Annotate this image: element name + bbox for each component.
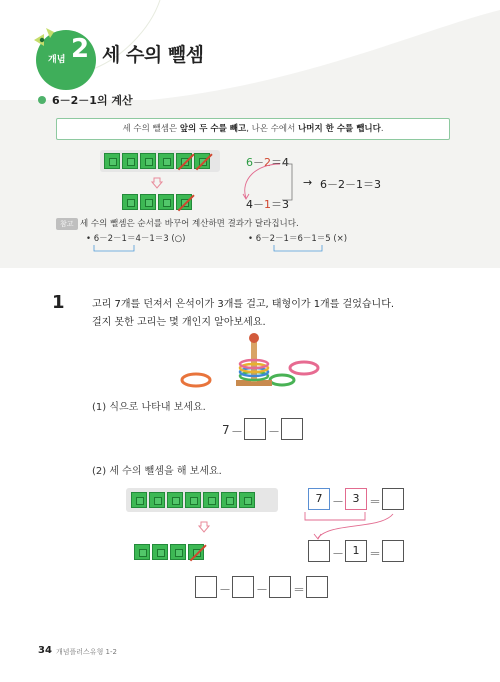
cube: [152, 544, 168, 560]
note-brackets: [0, 0, 500, 268]
cube: [221, 492, 237, 508]
cube: [131, 492, 147, 508]
cube-crossed: [188, 544, 204, 560]
svg-text:개념: 개념: [48, 55, 66, 65]
question-1: (1) 식으로 나타내 보세요.: [92, 402, 206, 413]
step1-op: －: [253, 156, 264, 169]
q1-minus-2: －: [268, 425, 281, 439]
q1-answer-box-2[interactable]: [281, 418, 303, 440]
step2-result: ＝3: [271, 198, 289, 211]
rule-text-suffix: .: [380, 124, 384, 134]
concept-subtitle: 6－2－1의 계산: [52, 94, 133, 107]
down-arrow-icon: [198, 521, 210, 533]
q2-answer-box-1[interactable]: [382, 488, 404, 510]
problem-line-2: 걸지 못한 고리는 몇 개인지 알아보세요.: [92, 317, 266, 328]
note-tag: 참고: [56, 218, 78, 230]
page-number: 34: [38, 645, 52, 656]
q2-minus-3: －: [219, 583, 232, 597]
rule-text-mid: , 나온 수에서: [246, 124, 299, 134]
note-equation-wrong: • 6－2－1＝6－1＝5 (×): [248, 234, 348, 244]
cube-row-q2-top: [131, 492, 255, 508]
q2-summary-box-2[interactable]: [232, 576, 254, 598]
cube: [170, 544, 186, 560]
note-equation-correct: • 6－2－1＝4－1＝3 (○): [86, 234, 186, 244]
page-title: 세 수의 뺄셈: [102, 44, 204, 66]
step1-result: ＝4: [271, 156, 289, 169]
problem-line-1: 고리 7개를 던져서 은석이가 3개를 걸고, 태형이가 1개를 걸었습니다.: [92, 299, 395, 310]
step2-op: －: [253, 198, 264, 211]
q2-box-7: 7: [308, 488, 330, 510]
q2-summary-box-1[interactable]: [195, 576, 217, 598]
cube: [149, 492, 165, 508]
badge-number: 2: [71, 34, 90, 64]
question-2: (2) 세 수의 뺄셈을 해 보세요.: [92, 466, 222, 477]
q2-minus-4: －: [256, 583, 269, 597]
q2-summary-box-3[interactable]: [269, 576, 291, 598]
cube-row-q2-bottom: [134, 544, 204, 560]
step2-a: 4: [246, 198, 253, 211]
cube: [239, 492, 255, 508]
problem-number: 1: [52, 292, 65, 313]
note-text: 세 수의 뺄셈은 순서를 바꾸어 계산하면 결과가 달라집니다.: [80, 219, 299, 229]
q1-minus-1: －: [231, 425, 244, 439]
ring-toss-illustration: [176, 330, 336, 390]
step1-a: 6: [246, 156, 253, 169]
cube: [134, 544, 150, 560]
q2-answer-box-2[interactable]: [308, 540, 330, 562]
implies-arrow: →: [303, 176, 313, 189]
q2-minus-2: －: [332, 547, 345, 561]
q2-minus-1: －: [332, 495, 345, 509]
q2-equals-3: ＝: [293, 583, 306, 597]
q2-box-1: 1: [345, 540, 367, 562]
q2-answer-box-3[interactable]: [382, 540, 404, 562]
q1-answer-box-1[interactable]: [244, 418, 266, 440]
book-title: 개념플러스유형 1-2: [56, 648, 117, 656]
q2-summary-box-4[interactable]: [306, 576, 328, 598]
q2-equals-2: ＝: [369, 547, 382, 561]
q2-box-3: 3: [345, 488, 367, 510]
cube: [203, 492, 219, 508]
q1-number: 7: [222, 423, 230, 437]
q2-connector: [300, 508, 410, 544]
cube: [167, 492, 183, 508]
concept-result: 6－2－1＝3: [320, 178, 381, 191]
step1-b: 2: [264, 156, 271, 169]
q2-equals-1: ＝: [369, 495, 382, 509]
cube: [185, 492, 201, 508]
step2-b: 1: [264, 198, 271, 211]
rule-bold-2: 나머지 한 수를 뺍니다: [298, 124, 381, 134]
rule-text: 세 수의 뺄셈은: [122, 124, 180, 134]
rule-bold-1: 앞의 두 수를 빼고: [179, 124, 247, 134]
